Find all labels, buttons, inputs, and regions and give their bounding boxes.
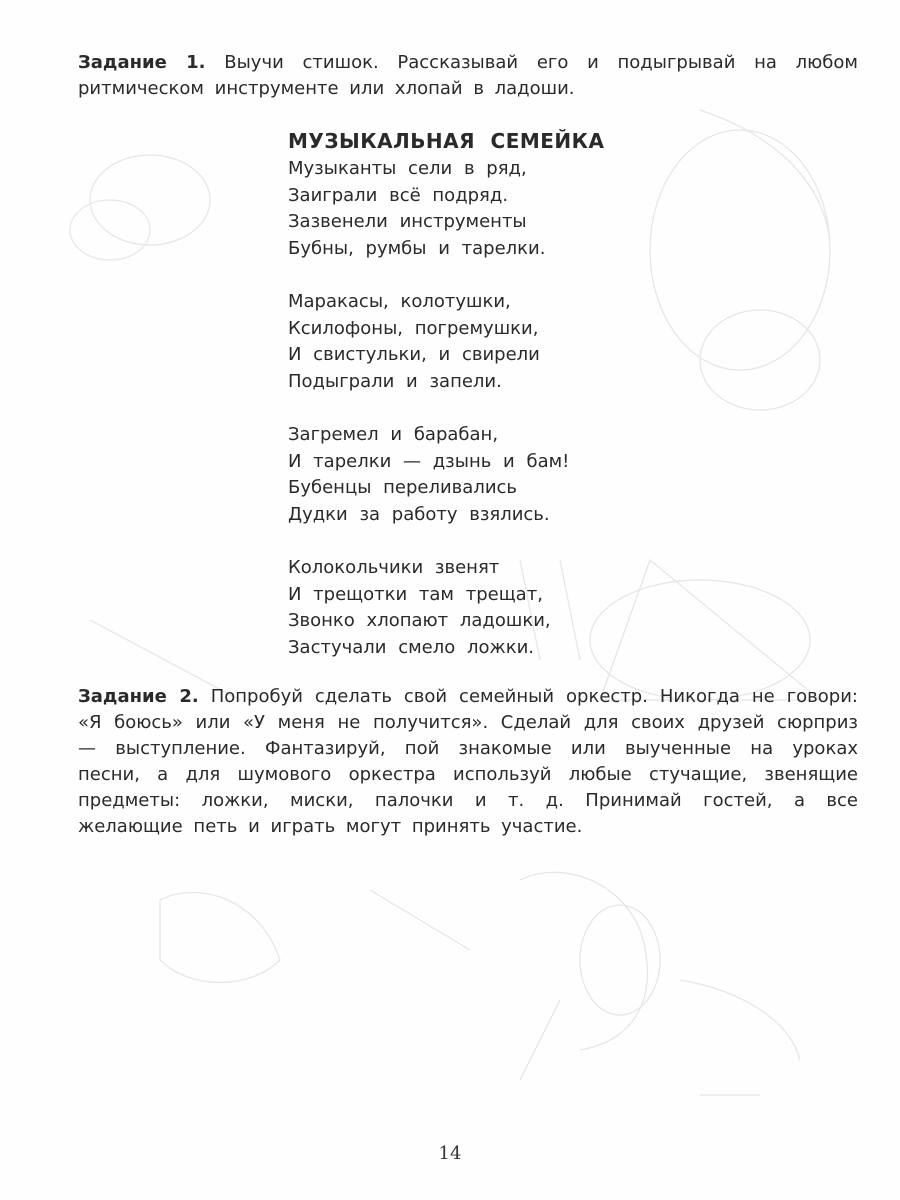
task-1-label: Задание 1. <box>78 52 206 73</box>
poem-line: Дудки за работу взялись. <box>288 503 550 525</box>
poem-line: Зазвенели инструменты <box>288 211 527 232</box>
poem-line: Бубны, румбы и тарелки. <box>288 237 546 259</box>
poem-line: И свистульки, и свирели <box>288 344 540 365</box>
poem-line: И тарелки — дзынь и бам! <box>288 450 570 472</box>
poem-stanza-1 <box>288 156 708 262</box>
task-2-text: Попробуй сделать свой семейный оркестр. Никогда не говори: «Я боюсь» или «У меня не получится». Сделай для своих друзей сюрприз — выступление. Фантазируй, пой знакомые или выученные на уроках песни, а для шумового оркестра используй любые стучащие, звенящие предметы: ложки, миски, палочки и т. д. Принимай гостей, а все желающие петь и играть могут принять участие. <box>78 686 858 837</box>
task-1-text: Выучи стишок. Рассказывай его и подыгрывай на любом ритмическом инструменте или хлопай в ладоши. <box>78 52 858 99</box>
poem-line: Ксилофоны, погремушки, <box>288 317 539 339</box>
poem-line: Звонко хлопают ладошки, <box>288 610 551 631</box>
poem-line: Заиграли всё подряд. <box>288 184 509 206</box>
page-number: 14 <box>438 1143 462 1164</box>
poem-line: Застучали смело ложки. <box>288 636 535 658</box>
poem-line: И трещотки там трещат, <box>288 583 543 605</box>
poem-line: Колокольчики звенят <box>288 557 500 578</box>
poem-line: Музыканты сели в ряд, <box>288 158 527 179</box>
poem-line: Подыграли и запели. <box>288 370 502 392</box>
poem-line: Маракасы, колотушки, <box>288 291 511 312</box>
poem-stanza-3 <box>288 422 708 528</box>
poem-stanza-2 <box>288 289 708 395</box>
task-2-label: Задание 2. <box>78 686 199 707</box>
task-2-paragraph <box>78 684 858 840</box>
poem-line: Бубенцы переливались <box>288 477 518 498</box>
poem-line: Загремел и барабан, <box>288 424 499 445</box>
task-1-paragraph <box>78 50 858 102</box>
poem-title: МУЗЫКАЛЬНАЯ СЕМЕЙКА <box>288 129 605 153</box>
poem-stanza-4 <box>288 555 708 661</box>
poem <box>288 126 708 688</box>
